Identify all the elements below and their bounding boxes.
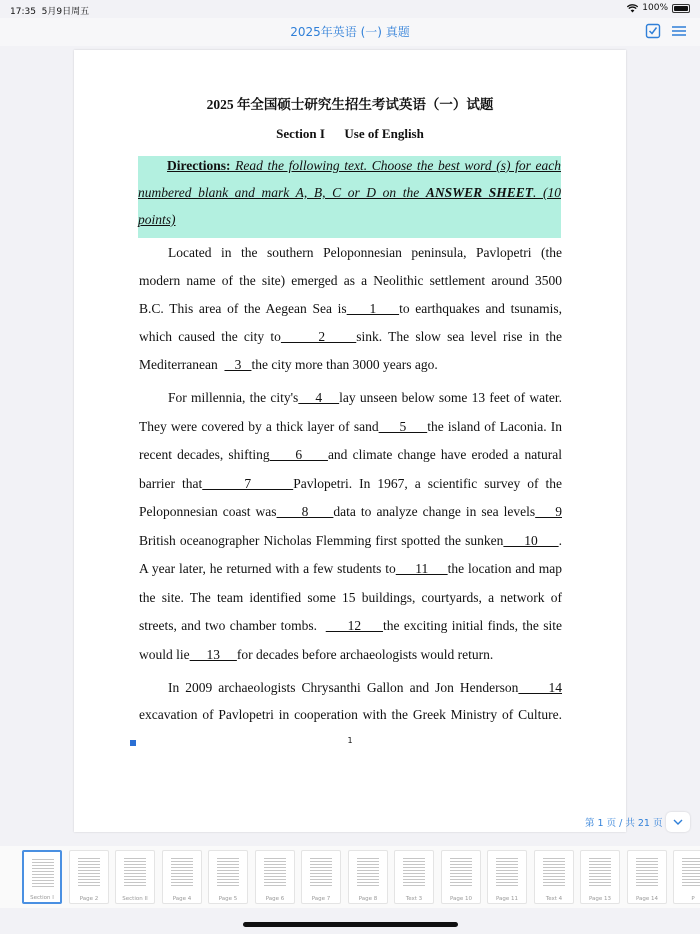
text-line: For millennia, the city's 4 lay unseen below some 13 feet of water. [168, 390, 562, 405]
thumbnail-page-6[interactable]: Page 6 [255, 850, 295, 904]
thumbnail-strip[interactable] [0, 846, 700, 908]
battery-percent: 100% [642, 3, 668, 13]
collapse-thumbnails-button[interactable] [666, 812, 690, 832]
blank-9: 9 [535, 504, 562, 519]
thumbnail-page-5[interactable]: Page 5 [208, 850, 248, 904]
top-navbar [0, 18, 700, 46]
text-line: They were covered by a thick layer of sand 5 the island of Laconia. In [139, 419, 562, 434]
text-line: the site. The team identified some 15 buildings, courtyards, a network of [139, 590, 562, 605]
text-line: A year later, he returned with a few students to 11 the location and map [139, 561, 563, 576]
blank-1: 1 [346, 301, 400, 316]
thumbnail-page-10[interactable]: Page 10 [441, 850, 481, 904]
blank-8: 8 [276, 504, 334, 519]
status-bar [0, 0, 700, 18]
thumbnail-page-11[interactable]: Page 11 [487, 850, 527, 904]
exam-title: 2025 年全国硕士研究生招生考试英语（一）试题 [206, 97, 494, 112]
blank-6: 6 [269, 447, 328, 462]
text-line: Mediterranean 3 the city more than 3000 years ago. [139, 357, 438, 372]
blank-14: 14 [518, 680, 563, 695]
text-line: B.C. This area of the Aegean Sea is 1 to earthquakes and tsunamis, [139, 301, 563, 316]
text-line: modern name of the site) emerged as a Neolithic settlement around 3500 [139, 273, 562, 288]
page-number: 1 [347, 736, 353, 745]
blank-12: 12 [325, 618, 384, 633]
blank-10: 10 [503, 533, 559, 548]
section-title: Section I Use of English [276, 126, 424, 141]
thumbnail-page-12[interactable]: Text 4 [534, 850, 574, 904]
battery-icon [672, 4, 690, 13]
thumbnail-page-8[interactable]: Page 8 [348, 850, 388, 904]
blank-7: 7 [202, 476, 294, 491]
text-line: British oceanographer Nicholas Flemming first spotted the sunken 10 . [139, 533, 562, 548]
chevron-down-icon [666, 812, 690, 832]
text-line: recent decades, shifting 6 and climate change have eroded a natural [139, 447, 562, 462]
thumbnail-page-7[interactable]: Page 7 [301, 850, 341, 904]
thumbnail-page-3[interactable]: Section II [115, 850, 155, 904]
blank-4: 4 [298, 390, 340, 405]
thumbnail-page-13[interactable]: Page 13 [580, 850, 620, 904]
text-line: In 2009 archaeologists Chrysanthi Gallon and Jon Henderson 14 [168, 680, 563, 695]
status-time: 17:35 5月9日周五 [10, 7, 90, 17]
text-line: barrier that 7 Pavlopetri. In 1967, a scientific survey of the [139, 476, 563, 491]
home-indicator[interactable] [243, 922, 458, 927]
directions-line: Directions: Read the following text. Choose the best word (s) for each [138, 158, 561, 174]
thumbnail-page-2[interactable]: Page 2 [69, 850, 109, 904]
blank-11: 11 [395, 561, 448, 576]
wifi-icon [627, 4, 638, 13]
thumbnail-page-1[interactable]: Section I [22, 850, 62, 904]
blank-5: 5 [378, 419, 428, 434]
document-title: 2025年英语 (一) 真题 [290, 25, 410, 39]
text-line: Located in the southern Peloponnesian peninsula, Pavlopetri (the [168, 245, 562, 260]
text-line: Peloponnesian coast was 8 data to analyze change in sea levels 9 [139, 504, 562, 519]
status-right [627, 3, 690, 13]
blank-2: 2 [280, 329, 357, 344]
blank-13: 13 [189, 647, 237, 662]
text-line: which caused the city to 2 sink. The slow sea level rise in the [139, 329, 562, 344]
menu-icon[interactable] [671, 23, 687, 39]
directions-label: Directions: [167, 158, 231, 173]
directions-line: numbered blank and mark A, B, C or D on the ANSWER SHEET. (10 [138, 185, 561, 200]
thumbnail-page-4[interactable]: Page 4 [162, 850, 202, 904]
checkbox-icon[interactable] [645, 23, 661, 39]
text-line: streets, and two chamber tombs. 12 the exciting initial finds, the site [139, 618, 562, 633]
thumbnail-page-14[interactable]: Page 14 [627, 850, 667, 904]
thumbnail-page-15[interactable]: P [673, 850, 700, 904]
document-page[interactable] [74, 50, 626, 832]
text-line: would lie 13 for decades before archaeologists would return. [139, 647, 494, 662]
page-indicator: 第 1 页 / 共 21 页 [585, 818, 663, 829]
thumbnail-page-9[interactable]: Text 3 [394, 850, 434, 904]
text-line: excavation of Pavlopetri in cooperation with the Greek Ministry of Culture. [139, 707, 562, 722]
status-date: 5月9日周五 [41, 7, 90, 17]
blank-3: 3 [224, 357, 252, 372]
directions-line: points) [138, 212, 176, 227]
